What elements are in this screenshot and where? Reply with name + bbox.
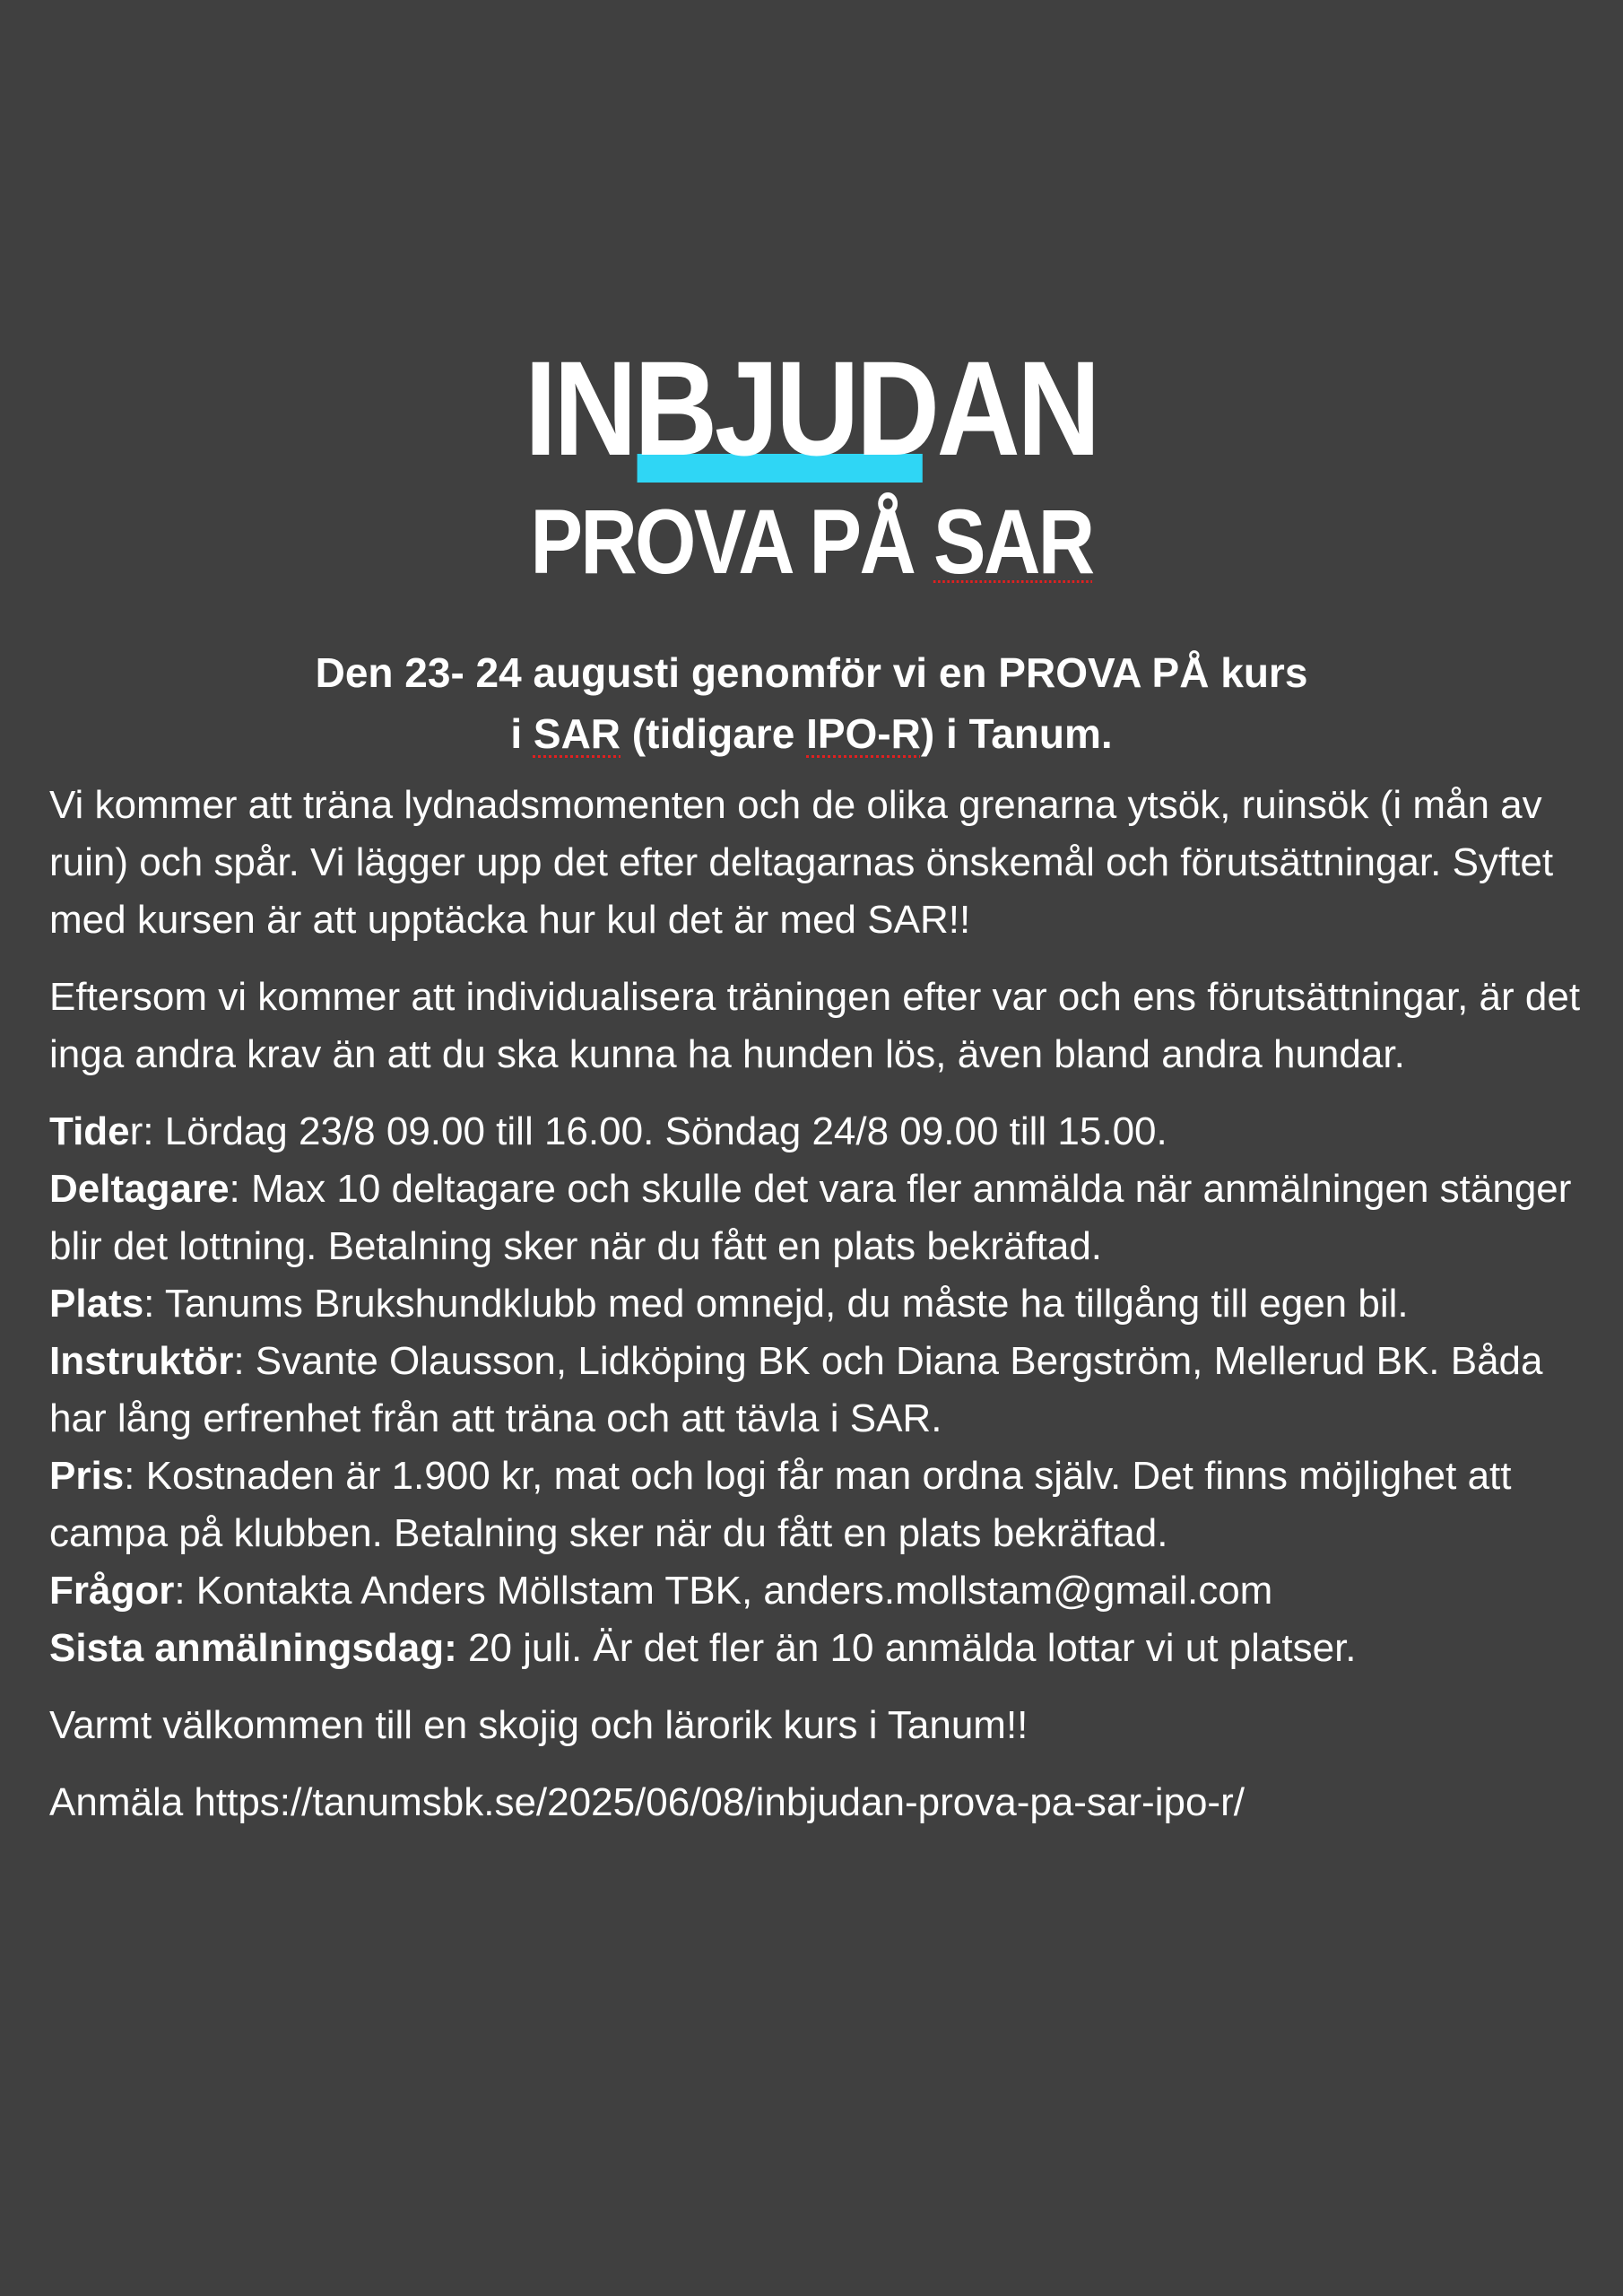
title-sub <box>114 491 1510 592</box>
detail-sista <box>49 1620 1592 1677</box>
detail-instruktor-text: : Svante Olausson, Lidköping BK och Diana Bergström, Mellerud BK. Båda har lång erfrenhet från att träna och att tävla i SAR. <box>49 1339 1543 1440</box>
paragraph-signup: Anmäla https://tanumsbk.se/2025/06/08/inbjudan-prova-pa-sar-ipo-r/ <box>49 1780 1245 1824</box>
paragraph-training: Vi kommer att träna lydnadsmomenten och de olika grenarna ytsök, ruinsök (i mån av ruin) och spår. Vi lägger upp det efter deltagarnas önskemål och förutsättningar. Syftet med kursen är att upptäcka hur kul det är med SAR!! <box>49 783 1554 942</box>
title-main <box>525 333 1098 483</box>
detail-tider <box>49 1103 1592 1161</box>
detail-deltagare-label: Deltagare <box>49 1167 230 1211</box>
detail-instruktor <box>49 1333 1592 1448</box>
intro-line-2-ipo: IPO-R <box>806 710 921 757</box>
detail-fragor-label: Frågor <box>49 1569 175 1613</box>
title-block <box>0 333 1623 593</box>
paragraph-welcome: Varmt välkommen till en skojig och lärorik kurs i Tanum!! <box>49 1703 1028 1747</box>
detail-tider-text: r: Lördag 23/8 09.00 till 16.00. Söndag 24/8 09.00 till 15.00. <box>129 1109 1167 1153</box>
detail-pris-label: Pris <box>49 1454 125 1498</box>
detail-sista-text: 20 juli. Är det fler än 10 anmälda lottar vi ut platser. <box>456 1626 1357 1670</box>
detail-fragor <box>49 1562 1592 1620</box>
detail-plats-text: : Tanums Brukshundklubb med omnejd, du måste ha tillgång till egen bil. <box>143 1282 1409 1326</box>
detail-plats-label: Plats <box>49 1282 144 1326</box>
detail-sista-label: Sista anmälningsdag: <box>49 1626 457 1670</box>
detail-pris-text: : Kostnaden är 1.900 kr, mat och logi får man ordna själv. Det finns möjlighet att campa på klubben. Betalning sker när du fått en plats bekräftad. <box>49 1454 1512 1555</box>
details-list <box>49 1103 1592 1677</box>
intro-line-2-sar: SAR <box>533 710 621 757</box>
intro-line-2-a: i <box>510 710 534 757</box>
detail-pris <box>49 1448 1592 1562</box>
detail-deltagare <box>49 1161 1592 1275</box>
title-sub-prefix: PROVA PÅ <box>530 491 934 593</box>
detail-instruktor-label: Instruktör <box>49 1339 234 1383</box>
detail-deltagare-text: : Max 10 deltagare och skulle det vara fler anmälda när anmälningen stänger blir det lottning. Betalning sker när du fått en plats bekräftad. <box>49 1167 1572 1268</box>
intro-line-2-e: ) i Tanum. <box>920 710 1113 757</box>
intro <box>0 642 1623 764</box>
title-sub-suffix: SAR <box>933 491 1093 593</box>
intro-line-1: Den 23- 24 augusti genomför vi en PROVA PÅ kurs <box>315 649 1308 696</box>
intro-line-2-c: (tidigare <box>621 710 807 757</box>
intro-line-2 <box>0 703 1623 764</box>
detail-plats <box>49 1275 1592 1333</box>
title-main-text: INBJUDAN <box>525 333 1098 483</box>
paragraph-requirements: Eftersom vi kommer att individualisera träningen efter var och ens förutsättningar, är det inga andra krav än att du ska kunna ha hunden lös, även bland andra hundar. <box>49 975 1581 1076</box>
content <box>49 777 1592 1851</box>
detail-tider-label: Tide <box>49 1109 130 1153</box>
detail-fragor-text: : Kontakta Anders Möllstam TBK, anders.mollstam@gmail.com <box>174 1569 1273 1613</box>
